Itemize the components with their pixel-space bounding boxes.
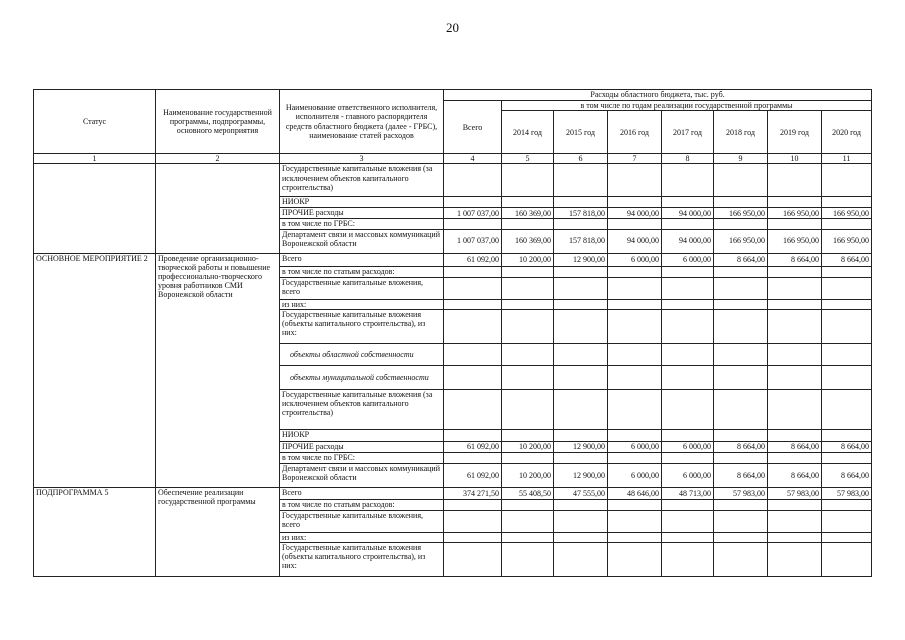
year-value-cell — [554, 389, 608, 429]
year-value-cell — [714, 542, 768, 576]
year-value-cell — [608, 542, 662, 576]
year-value-cell — [822, 532, 872, 542]
year-value-cell: 94 000,00 — [662, 208, 714, 219]
expense-item-text: Департамент связи и массовых коммуникаций Воронежской области — [282, 463, 440, 482]
column-number: 9 — [714, 154, 768, 164]
status-cell — [34, 164, 156, 253]
year-value-cell — [662, 365, 714, 389]
year-value-cell — [714, 266, 768, 277]
year-value-cell: 8 664,00 — [768, 463, 822, 487]
year-value-cell: 94 000,00 — [608, 229, 662, 253]
year-value-cell — [554, 365, 608, 389]
status-cell: ОСНОВНОЕ МЕРОПРИЯТИЕ 2 — [34, 253, 156, 487]
expense-item-text: в том числе по статьям расходов: — [282, 499, 395, 509]
column-number: 8 — [662, 154, 714, 164]
expense-item-text: Государственные капитальные вложения (за исключением объектов капитального строительства) — [282, 164, 433, 192]
expense-item-text: объекты областной собственности — [290, 349, 414, 359]
year-value-cell — [502, 219, 554, 229]
header-year: 2016 год — [608, 111, 662, 154]
year-value-cell — [662, 266, 714, 277]
year-value-cell — [502, 542, 554, 576]
year-value-cell — [554, 299, 608, 309]
year-value-cell — [608, 299, 662, 309]
year-value-cell: 94 000,00 — [608, 208, 662, 219]
year-value-cell: 166 950,00 — [822, 229, 872, 253]
expense-item-text: НИОКР — [282, 197, 310, 207]
year-value-cell — [554, 219, 608, 229]
header-status: Статус — [34, 90, 156, 154]
year-value-cell: 8 664,00 — [822, 441, 872, 452]
year-value-cell — [714, 164, 768, 197]
year-value-cell: 6 000,00 — [662, 441, 714, 452]
page-number: 20 — [446, 20, 459, 35]
expense-item-label — [280, 253, 444, 266]
year-value-cell — [822, 389, 872, 429]
year-value-cell — [768, 389, 822, 429]
expense-item-text: Всего — [282, 487, 302, 497]
expense-item-text: из них: — [282, 299, 307, 309]
year-value-cell: 166 950,00 — [768, 208, 822, 219]
year-value-cell: 12 900,00 — [554, 463, 608, 487]
header-year: 2014 год — [502, 111, 554, 154]
year-value-cell: 48 713,00 — [662, 487, 714, 499]
header-year: 2020 год — [822, 111, 872, 154]
column-number: 1 — [34, 154, 156, 164]
program-name-cell: Проведение организационно-творческой работы и повышение профессионально-творческого уровня работников СМИ Воронежской области — [156, 253, 280, 487]
year-value-cell — [714, 219, 768, 229]
expense-item-label — [280, 452, 444, 463]
year-value-cell — [608, 499, 662, 510]
header-executor: Наименование ответственного исполнителя, исполнителя - главного распорядителя средств областного бюджета (далее - ГРБС), наименование статей расходов — [280, 90, 444, 154]
year-value-cell: 8 664,00 — [768, 441, 822, 452]
total-value-cell — [444, 277, 502, 299]
expense-item-label — [280, 208, 444, 219]
year-value-cell — [768, 219, 822, 229]
program-name-cell — [156, 164, 280, 253]
year-value-cell — [554, 452, 608, 463]
year-value-cell — [554, 429, 608, 441]
total-value-cell: 61 092,00 — [444, 253, 502, 266]
year-value-cell: 166 950,00 — [768, 229, 822, 253]
year-value-cell — [768, 499, 822, 510]
total-value-cell: 1 007 037,00 — [444, 229, 502, 253]
year-value-cell — [554, 532, 608, 542]
year-value-cell — [714, 532, 768, 542]
header-program-name: Наименование государственной программы, подпрограммы, основного мероприятия — [156, 90, 280, 154]
year-value-cell: 160 369,00 — [502, 229, 554, 253]
year-value-cell — [822, 429, 872, 441]
year-value-cell — [554, 309, 608, 343]
year-value-cell — [768, 197, 822, 208]
expense-item-text: Государственные капитальные вложения, всего — [282, 277, 424, 296]
year-value-cell — [714, 452, 768, 463]
year-value-cell: 157 818,00 — [554, 208, 608, 219]
year-value-cell: 48 646,00 — [608, 487, 662, 499]
year-value-cell — [822, 309, 872, 343]
year-value-cell — [768, 309, 822, 343]
expense-item-label — [280, 164, 444, 197]
year-value-cell — [714, 343, 768, 365]
year-value-cell: 10 200,00 — [502, 463, 554, 487]
table-row — [34, 164, 872, 197]
total-value-cell — [444, 542, 502, 576]
expense-item-label — [280, 487, 444, 499]
expense-item-text: Государственные капитальные вложения, всего — [282, 510, 424, 529]
expense-item-text: Государственные капитальные вложения (объекты капитального строительства), из них: — [282, 542, 426, 571]
expense-item-text: в том числе по ГРБС: — [282, 219, 355, 229]
column-number: 7 — [608, 154, 662, 164]
table-body — [34, 164, 872, 577]
year-value-cell — [554, 499, 608, 510]
expense-item-label — [280, 309, 444, 343]
year-value-cell: 160 369,00 — [502, 208, 554, 219]
year-value-cell: 57 983,00 — [768, 487, 822, 499]
column-number: 10 — [768, 154, 822, 164]
year-value-cell — [608, 429, 662, 441]
year-value-cell: 6 000,00 — [608, 253, 662, 266]
column-number: 4 — [444, 154, 502, 164]
total-value-cell: 1 007 037,00 — [444, 208, 502, 219]
year-value-cell — [822, 510, 872, 532]
total-value-cell — [444, 365, 502, 389]
year-value-cell — [768, 277, 822, 299]
total-value-cell — [444, 299, 502, 309]
year-value-cell: 10 200,00 — [502, 441, 554, 452]
year-value-cell — [822, 299, 872, 309]
year-value-cell — [768, 532, 822, 542]
year-value-cell — [768, 429, 822, 441]
year-value-cell — [662, 389, 714, 429]
table-row — [34, 253, 872, 266]
year-value-cell — [502, 510, 554, 532]
year-value-cell — [502, 277, 554, 299]
header-expenses: Расходы областного бюджета, тыс. руб. — [444, 90, 872, 101]
year-value-cell — [662, 164, 714, 197]
year-value-cell — [502, 164, 554, 197]
year-value-cell: 55 408,50 — [502, 487, 554, 499]
year-value-cell: 166 950,00 — [714, 229, 768, 253]
year-value-cell — [822, 164, 872, 197]
year-value-cell: 57 983,00 — [714, 487, 768, 499]
total-value-cell — [444, 197, 502, 208]
expense-item-label — [280, 499, 444, 510]
expense-item-label — [280, 365, 444, 389]
year-value-cell — [714, 429, 768, 441]
expense-item-text: из них: — [282, 532, 307, 542]
year-value-cell: 166 950,00 — [714, 208, 768, 219]
column-number: 6 — [554, 154, 608, 164]
year-value-cell — [714, 299, 768, 309]
year-value-cell — [608, 164, 662, 197]
budget-table — [33, 89, 872, 577]
year-value-cell — [502, 452, 554, 463]
total-value-cell — [444, 429, 502, 441]
expense-item-label — [280, 463, 444, 487]
year-value-cell — [714, 499, 768, 510]
year-value-cell — [502, 197, 554, 208]
year-value-cell — [768, 299, 822, 309]
year-value-cell — [554, 197, 608, 208]
header-year: 2017 год — [662, 111, 714, 154]
total-value-cell: 61 092,00 — [444, 463, 502, 487]
header-year: 2015 год — [554, 111, 608, 154]
expense-item-text: Всего — [282, 253, 302, 263]
expense-item-label — [280, 389, 444, 429]
year-value-cell — [502, 299, 554, 309]
total-value-cell: 374 271,50 — [444, 487, 502, 499]
year-value-cell — [822, 266, 872, 277]
year-value-cell: 94 000,00 — [662, 229, 714, 253]
expense-item-label — [280, 229, 444, 253]
year-value-cell — [822, 365, 872, 389]
year-value-cell — [768, 452, 822, 463]
year-value-cell: 57 983,00 — [822, 487, 872, 499]
year-value-cell — [608, 389, 662, 429]
expense-item-text: Департамент связи и массовых коммуникаций Воронежской области — [282, 229, 440, 248]
year-value-cell — [822, 277, 872, 299]
year-value-cell — [502, 389, 554, 429]
year-value-cell — [608, 266, 662, 277]
year-value-cell — [662, 197, 714, 208]
total-value-cell — [444, 219, 502, 229]
year-value-cell: 10 200,00 — [502, 253, 554, 266]
column-number: 11 — [822, 154, 872, 164]
year-value-cell — [714, 197, 768, 208]
total-value-cell — [444, 389, 502, 429]
table-row — [34, 487, 872, 499]
year-value-cell — [554, 164, 608, 197]
expense-item-text: в том числе по статьям расходов: — [282, 266, 395, 276]
year-value-cell — [502, 343, 554, 365]
year-value-cell — [714, 277, 768, 299]
expense-item-text: ПРОЧИЕ расходы — [282, 208, 344, 218]
year-value-cell: 8 664,00 — [768, 253, 822, 266]
year-value-cell — [554, 542, 608, 576]
year-value-cell — [502, 499, 554, 510]
expense-item-text: ПРОЧИЕ расходы — [282, 441, 344, 451]
year-value-cell — [662, 277, 714, 299]
year-value-cell — [608, 532, 662, 542]
year-value-cell — [608, 510, 662, 532]
year-value-cell — [662, 532, 714, 542]
header-year: 2018 год — [714, 111, 768, 154]
year-value-cell — [822, 197, 872, 208]
year-value-cell — [822, 499, 872, 510]
year-value-cell — [662, 309, 714, 343]
year-value-cell — [662, 219, 714, 229]
year-value-cell — [608, 343, 662, 365]
year-value-cell — [714, 389, 768, 429]
header-by-years: в том числе по годам реализации государственной программы — [502, 101, 872, 111]
year-value-cell — [608, 452, 662, 463]
expense-item-label — [280, 219, 444, 229]
expense-item-label — [280, 343, 444, 365]
table-header — [34, 90, 872, 164]
year-value-cell — [768, 510, 822, 532]
year-value-cell — [502, 365, 554, 389]
year-value-cell: 8 664,00 — [714, 253, 768, 266]
year-value-cell — [768, 365, 822, 389]
year-value-cell — [608, 197, 662, 208]
program-name-cell: Обеспечение реализации государственной программы — [156, 487, 280, 576]
year-value-cell — [768, 542, 822, 576]
year-value-cell — [822, 343, 872, 365]
year-value-cell — [608, 365, 662, 389]
expense-item-label — [280, 277, 444, 299]
year-value-cell — [714, 510, 768, 532]
expense-item-text: объекты муниципальной собственности — [290, 372, 429, 382]
expense-item-label — [280, 299, 444, 309]
expense-item-label — [280, 441, 444, 452]
expense-item-label — [280, 532, 444, 542]
year-value-cell — [822, 452, 872, 463]
year-value-cell — [554, 266, 608, 277]
year-value-cell — [822, 219, 872, 229]
year-value-cell — [662, 499, 714, 510]
year-value-cell — [822, 542, 872, 576]
expense-item-label — [280, 197, 444, 208]
year-value-cell — [768, 164, 822, 197]
year-value-cell — [662, 542, 714, 576]
year-value-cell — [662, 429, 714, 441]
year-value-cell — [714, 309, 768, 343]
expense-item-text: Государственные капитальные вложения (объекты капитального строительства), из них: — [282, 309, 426, 338]
expense-item-label — [280, 429, 444, 441]
year-value-cell: 6 000,00 — [662, 253, 714, 266]
year-value-cell: 8 664,00 — [822, 463, 872, 487]
year-value-cell — [768, 266, 822, 277]
column-number-row — [34, 154, 872, 164]
year-value-cell: 157 818,00 — [554, 229, 608, 253]
expense-item-label — [280, 542, 444, 576]
total-value-cell — [444, 532, 502, 542]
expense-item-label — [280, 266, 444, 277]
year-value-cell — [662, 343, 714, 365]
year-value-cell — [608, 309, 662, 343]
header-year: 2019 год — [768, 111, 822, 154]
column-number: 5 — [502, 154, 554, 164]
column-number: 2 — [156, 154, 280, 164]
year-value-cell: 12 900,00 — [554, 441, 608, 452]
column-number: 3 — [280, 154, 444, 164]
year-value-cell — [662, 510, 714, 532]
year-value-cell: 12 900,00 — [554, 253, 608, 266]
total-value-cell — [444, 343, 502, 365]
year-value-cell — [608, 277, 662, 299]
header-total: Всего — [444, 101, 502, 154]
year-value-cell: 6 000,00 — [608, 441, 662, 452]
expense-item-label — [280, 510, 444, 532]
status-cell: ПОДПРОГРАММА 5 — [34, 487, 156, 576]
year-value-cell — [608, 219, 662, 229]
expense-item-text: Государственные капитальные вложения (за исключением объектов капитального строительства) — [282, 389, 433, 418]
year-value-cell: 6 000,00 — [662, 463, 714, 487]
year-value-cell — [554, 510, 608, 532]
total-value-cell — [444, 510, 502, 532]
year-value-cell — [502, 429, 554, 441]
year-value-cell — [502, 309, 554, 343]
total-value-cell — [444, 499, 502, 510]
year-value-cell — [502, 266, 554, 277]
year-value-cell — [554, 277, 608, 299]
total-value-cell — [444, 452, 502, 463]
total-value-cell — [444, 266, 502, 277]
year-value-cell — [662, 299, 714, 309]
total-value-cell: 61 092,00 — [444, 441, 502, 452]
year-value-cell: 8 664,00 — [822, 253, 872, 266]
year-value-cell: 8 664,00 — [714, 463, 768, 487]
year-value-cell — [662, 452, 714, 463]
year-value-cell: 8 664,00 — [714, 441, 768, 452]
total-value-cell — [444, 309, 502, 343]
year-value-cell: 6 000,00 — [608, 463, 662, 487]
expense-item-text: НИОКР — [282, 429, 310, 439]
year-value-cell — [502, 532, 554, 542]
expense-item-text: в том числе по ГРБС: — [282, 452, 355, 462]
year-value-cell: 166 950,00 — [822, 208, 872, 219]
year-value-cell — [554, 343, 608, 365]
year-value-cell: 47 555,00 — [554, 487, 608, 499]
total-value-cell — [444, 164, 502, 197]
year-value-cell — [768, 343, 822, 365]
year-value-cell — [714, 365, 768, 389]
